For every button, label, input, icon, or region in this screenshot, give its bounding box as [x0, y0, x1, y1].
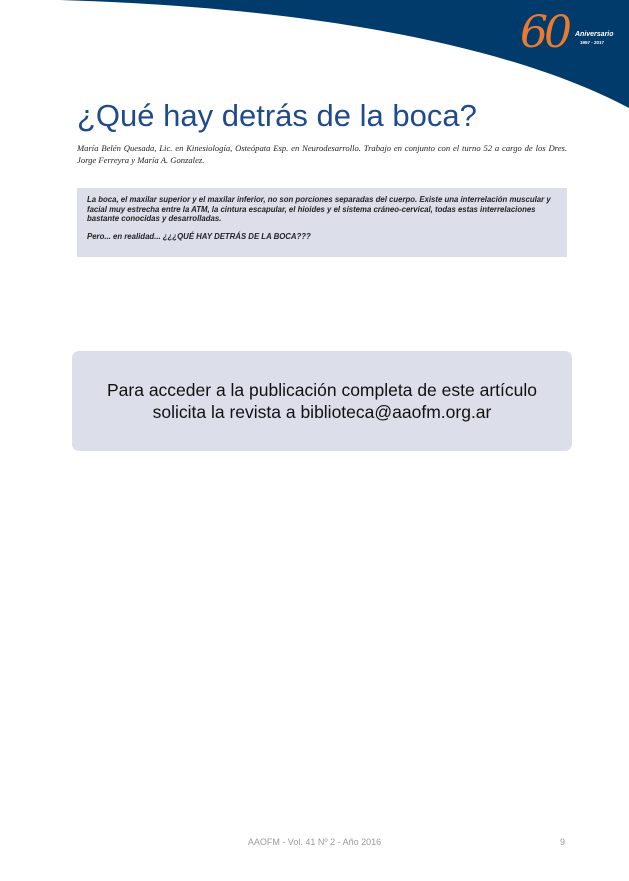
logo-years: 1957 - 2017 — [580, 40, 605, 45]
logo-number: 60 — [520, 7, 568, 58]
footer-journal-info: AAOFM - Vol. 41 Nº 2 - Año 2016 — [247, 837, 382, 847]
article-title: ¿Qué hay detrás de la boca? — [77, 98, 477, 133]
abstract-box — [77, 188, 567, 257]
access-notice-line-1: Para acceder a la publicación completa de este artículo — [107, 380, 537, 400]
access-notice-box — [72, 351, 572, 451]
access-notice-line-2: solicita la revista a biblioteca@aaofm.org.ar — [152, 402, 492, 422]
abstract-paragraph: La boca, el maxilar superior y el maxilar inferior, no son porciones separadas del cuerpo. Existe una interrelación muscular y facial muy estrecha entre la ATM, la cintura escapular, el hioides y el sistema cráneo-cervical, todas estas interrelaciones bastante conocidas y desarrolladas. — [87, 195, 551, 224]
article-authors: María Belén Quesada, Lic. en Kinesiología, Osteópata Esp. en Neurodesarrollo. Trabajo en conjunto con el turno 52 a cargo de los Dres. Jorge Ferreyra y María A. Gonzalez. — [77, 143, 567, 165]
logo-label: Aniversario — [575, 31, 614, 38]
page-number: 9 — [560, 837, 566, 847]
anniversary-logo — [520, 7, 620, 64]
abstract-question: Pero... en realidad... ¿¿¿QUÉ HAY DETRÁS DE LA BOCA??? — [87, 231, 311, 241]
